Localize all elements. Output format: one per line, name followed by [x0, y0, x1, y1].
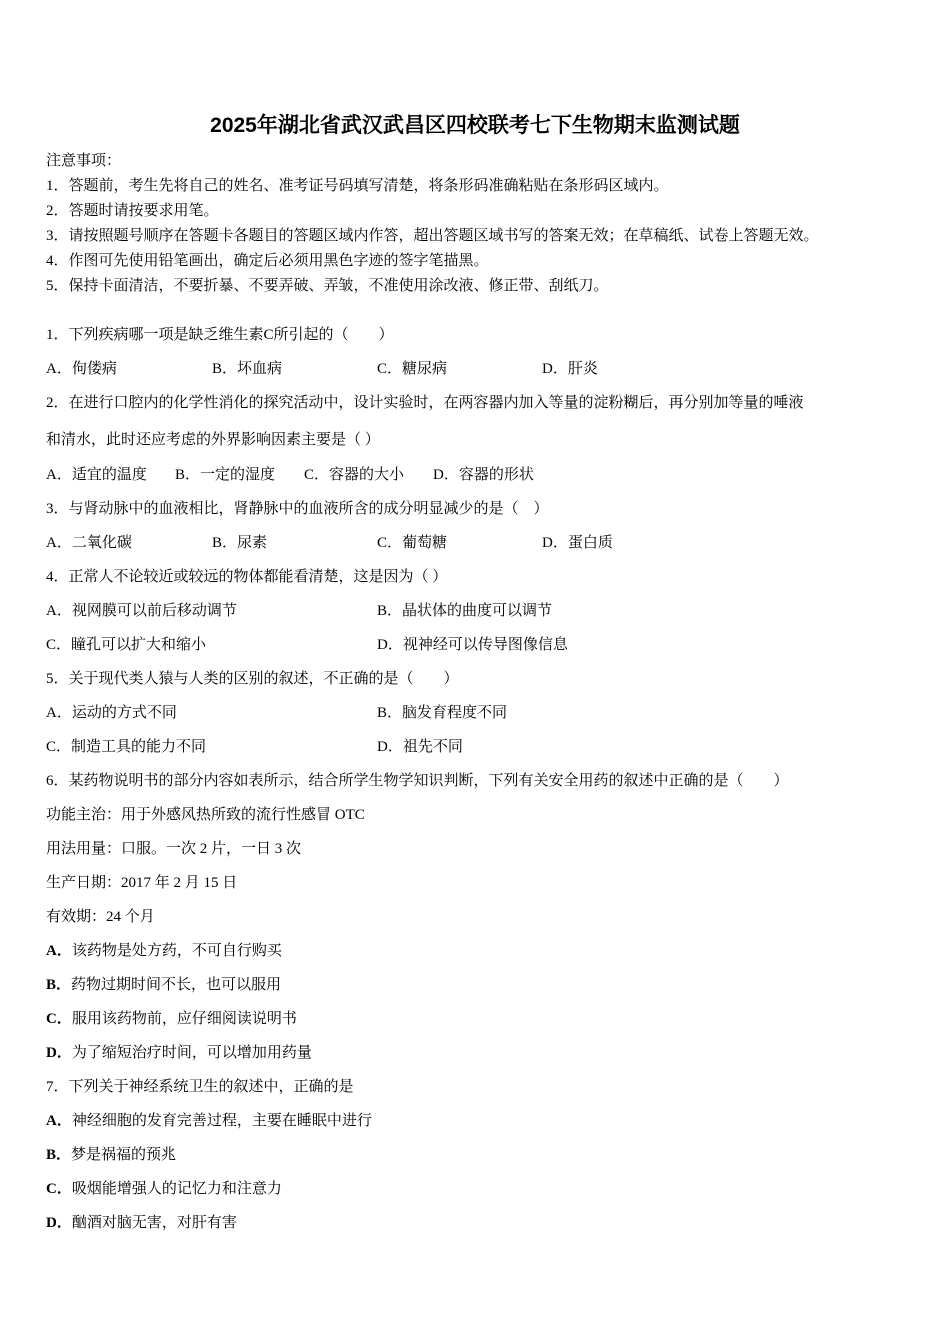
question-stem: 5．关于现代类人猿与人类的区别的叙述，不正确的是（ ） [46, 671, 459, 687]
option-a: A．运动的方式不同 [46, 705, 177, 721]
option-label: D． [46, 1215, 72, 1231]
notice-item: 1．答题前，考生先将自己的姓名、准考证号码填写清楚，将条形码准确粘贴在条形码区域内。 [46, 178, 669, 194]
option-c [46, 1009, 297, 1029]
drug-info-dosage: 用法用量：口服。一次 2 片，一日 3 次 [46, 841, 302, 857]
notice-item: 3．请按照题号顺序在答题卡各题目的答题区域内作答，超出答题区域书写的答案无效；在草稿纸、试卷上答题无效。 [46, 228, 819, 244]
option-d [46, 1043, 312, 1063]
option-a: A．佝偻病 [46, 361, 117, 377]
option-text: 药物过期时间不长，也可以服用 [71, 977, 282, 993]
option-label: D． [46, 1045, 72, 1061]
option-d: D．祖先不同 [377, 739, 463, 755]
option-b: B．一定的湿度 [175, 467, 276, 483]
notice-item: 5．保持卡面清洁，不要折暴、不要弄破、弄皱，不准使用涂改液、修正带、刮纸刀。 [46, 278, 609, 294]
question-stem: 1．下列疾病哪一项是缺乏维生素C所引起的（ ） [46, 327, 394, 343]
option-b: B．脑发育程度不同 [377, 705, 508, 721]
question-stem: 6．某药物说明书的部分内容如表所示，结合所学生物学知识判断，下列有关安全用药的叙述中正确的是（ ） [46, 773, 789, 789]
option-a [46, 1111, 372, 1131]
option-c: C．容器的大小 [304, 467, 405, 483]
option-b [46, 975, 281, 995]
question-stem-continued: 和清水，此时还应考虑的外界影响因素主要是（ ） [46, 432, 380, 448]
option-label: A． [46, 943, 72, 959]
notice-item: 4．作图可先使用铅笔画出，确定后必须用黑色字迹的签字笔描黑。 [46, 253, 489, 269]
option-c: C．制造工具的能力不同 [46, 739, 207, 755]
option-label: B． [46, 977, 72, 993]
question-stem: 4．正常人不论较近或较远的物体都能看清楚，这是因为（ ） [46, 569, 448, 585]
question-stem: 3．与肾动脉中的血液相比，肾静脉中的血液所含的成分明显减少的是（ ） [46, 501, 549, 517]
option-text: 梦是祸福的预兆 [71, 1147, 177, 1163]
question-stem: 7．下列关于神经系统卫生的叙述中，正确的是 [46, 1079, 354, 1095]
option-c: C．糖尿病 [377, 361, 448, 377]
option-b [46, 1145, 176, 1165]
option-d: D．肝炎 [542, 361, 598, 377]
drug-info-function: 功能主治：用于外感风热所致的流行性感冒 OTC [46, 807, 365, 823]
option-label: B． [46, 1147, 72, 1163]
notice-heading: 注意事项： [46, 153, 122, 169]
option-label: C． [46, 1011, 72, 1027]
question-stem: 2．在进行口腔内的化学性消化的探究活动中，设计实验时，在两容器内加入等量的淀粉糊后，再分别加等量的唾液 [46, 395, 804, 411]
option-label: C． [46, 1181, 72, 1197]
option-a [46, 941, 282, 961]
option-a: A．适宜的温度 [46, 467, 147, 483]
drug-info-shelf-life: 有效期：24 个月 [46, 909, 155, 925]
page-title: 2025年湖北省武汉武昌区四校联考七下生物期末监测试题 [210, 114, 740, 137]
option-c: C．瞳孔可以扩大和缩小 [46, 637, 207, 653]
notice-item: 2．答题时请按要求用笔。 [46, 203, 219, 219]
option-text: 为了缩短治疗时间，可以增加用药量 [71, 1045, 312, 1061]
option-b: B．坏血病 [212, 361, 283, 377]
option-d: D．视神经可以传导图像信息 [377, 637, 568, 653]
option-label: A． [46, 1113, 72, 1129]
option-text: 该药物是处方药，不可自行购买 [71, 943, 282, 959]
option-d: D．容器的形状 [433, 467, 534, 483]
option-text: 酗酒对脑无害，对肝有害 [71, 1215, 237, 1231]
option-b: B．晶状体的曲度可以调节 [377, 603, 553, 619]
option-text: 吸烟能增强人的记忆力和注意力 [71, 1181, 282, 1197]
option-b: B．尿素 [212, 535, 268, 551]
option-text: 服用该药物前，应仔细阅读说明书 [71, 1011, 297, 1027]
option-c [46, 1179, 282, 1199]
option-text: 神经细胞的发育完善过程，主要在睡眠中进行 [71, 1113, 372, 1129]
drug-info-production-date: 生产日期：2017 年 2 月 15 日 [46, 875, 238, 891]
option-d [46, 1213, 237, 1233]
option-a: A．二氧化碳 [46, 535, 132, 551]
option-c: C．葡萄糖 [377, 535, 448, 551]
option-a: A．视网膜可以前后移动调节 [46, 603, 237, 619]
option-d: D．蛋白质 [542, 535, 613, 551]
